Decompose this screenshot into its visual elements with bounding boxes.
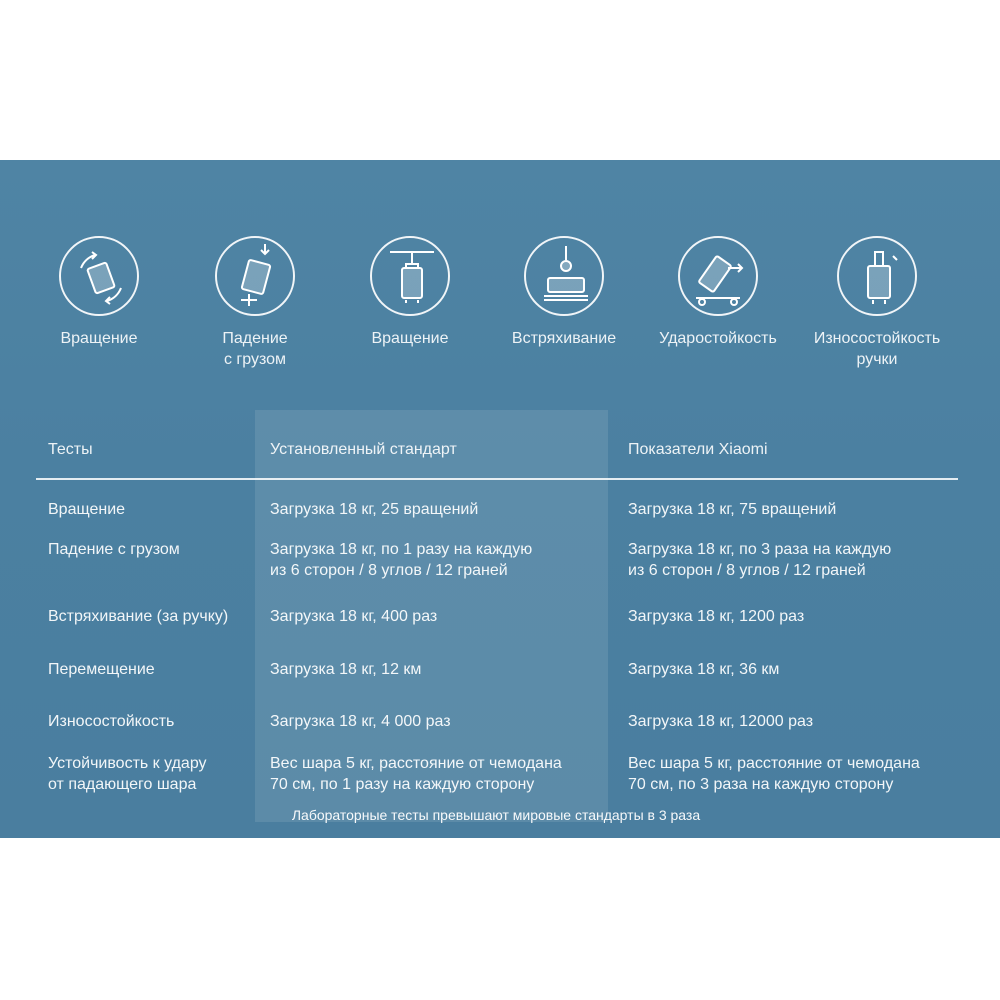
drop-with-load-icon — [215, 236, 295, 316]
header-tests: Тесты — [48, 441, 93, 458]
row-test-name: Перемещение — [48, 661, 155, 678]
row-standard-value: Загрузка 18 кг, 25 вращений — [270, 501, 479, 518]
icon-label: Встряхивание — [511, 330, 617, 347]
row-standard-value: Загрузка 18 кг, 12 км — [270, 661, 422, 678]
row-xiaomi-value: Загрузка 18 кг, 1200 раз — [628, 608, 805, 625]
row-xiaomi-value: Загрузка 18 кг, по 3 раза на каждую из 6 сторон / 8 углов / 12 граней — [628, 541, 892, 579]
row-standard-value: Загрузка 18 кг, 4 000 раз — [270, 713, 451, 730]
rotation-icon — [59, 236, 139, 316]
icon-label: Вращение — [371, 330, 449, 347]
hanging-rotation-icon — [370, 236, 450, 316]
row-xiaomi-value: Загрузка 18 кг, 12000 раз — [628, 713, 814, 730]
row-test-name: Падение с грузом — [48, 541, 180, 558]
row-xiaomi-value: Загрузка 18 кг, 36 км — [628, 661, 780, 678]
row-test-name: Встряхивание (за ручку) — [48, 608, 229, 625]
header-xiaomi: Показатели Xiaomi — [628, 441, 768, 458]
icon-item-shaking — [479, 236, 649, 349]
icon-item-drop — [170, 236, 340, 370]
row-test-name: Устойчивость к удару от падающего шара — [48, 755, 207, 793]
row-test-name: Вращение — [48, 501, 126, 518]
impact-resistance-icon — [678, 236, 758, 316]
row-standard-value: Загрузка 18 кг, по 1 разу на каждую из 6 сторон / 8 углов / 12 граней — [270, 541, 533, 579]
icon-item-handle-wear — [792, 236, 962, 370]
icon-label: Вращение — [60, 330, 138, 347]
icon-label: Ударостойкость — [659, 330, 777, 347]
icon-item-rotation — [14, 236, 184, 349]
row-xiaomi-value: Вес шара 5 кг, расстояние от чемодана 70 см, по 3 раза на каждую сторону — [628, 755, 920, 793]
icon-label: Износостойкость ручки — [813, 330, 941, 368]
header-standard: Установленный стандарт — [270, 441, 457, 458]
header-divider — [36, 478, 958, 480]
test-results-panel — [0, 160, 1000, 838]
shaking-icon — [524, 236, 604, 316]
row-standard-value: Вес шара 5 кг, расстояние от чемодана 70 см, по 1 разу на каждую сторону — [270, 755, 562, 793]
row-standard-value: Загрузка 18 кг, 400 раз — [270, 608, 438, 625]
row-xiaomi-value: Загрузка 18 кг, 75 вращений — [628, 501, 837, 518]
handle-wear-icon — [837, 236, 917, 316]
icon-item-impact — [633, 236, 803, 349]
icon-item-hanging-rotation — [325, 236, 495, 349]
row-test-name: Износостойкость — [48, 713, 175, 730]
icon-label: Падение с грузом — [222, 330, 288, 368]
caption-text: Лабораторные тесты превышают мировые стандарты в 3 раза — [291, 807, 701, 823]
